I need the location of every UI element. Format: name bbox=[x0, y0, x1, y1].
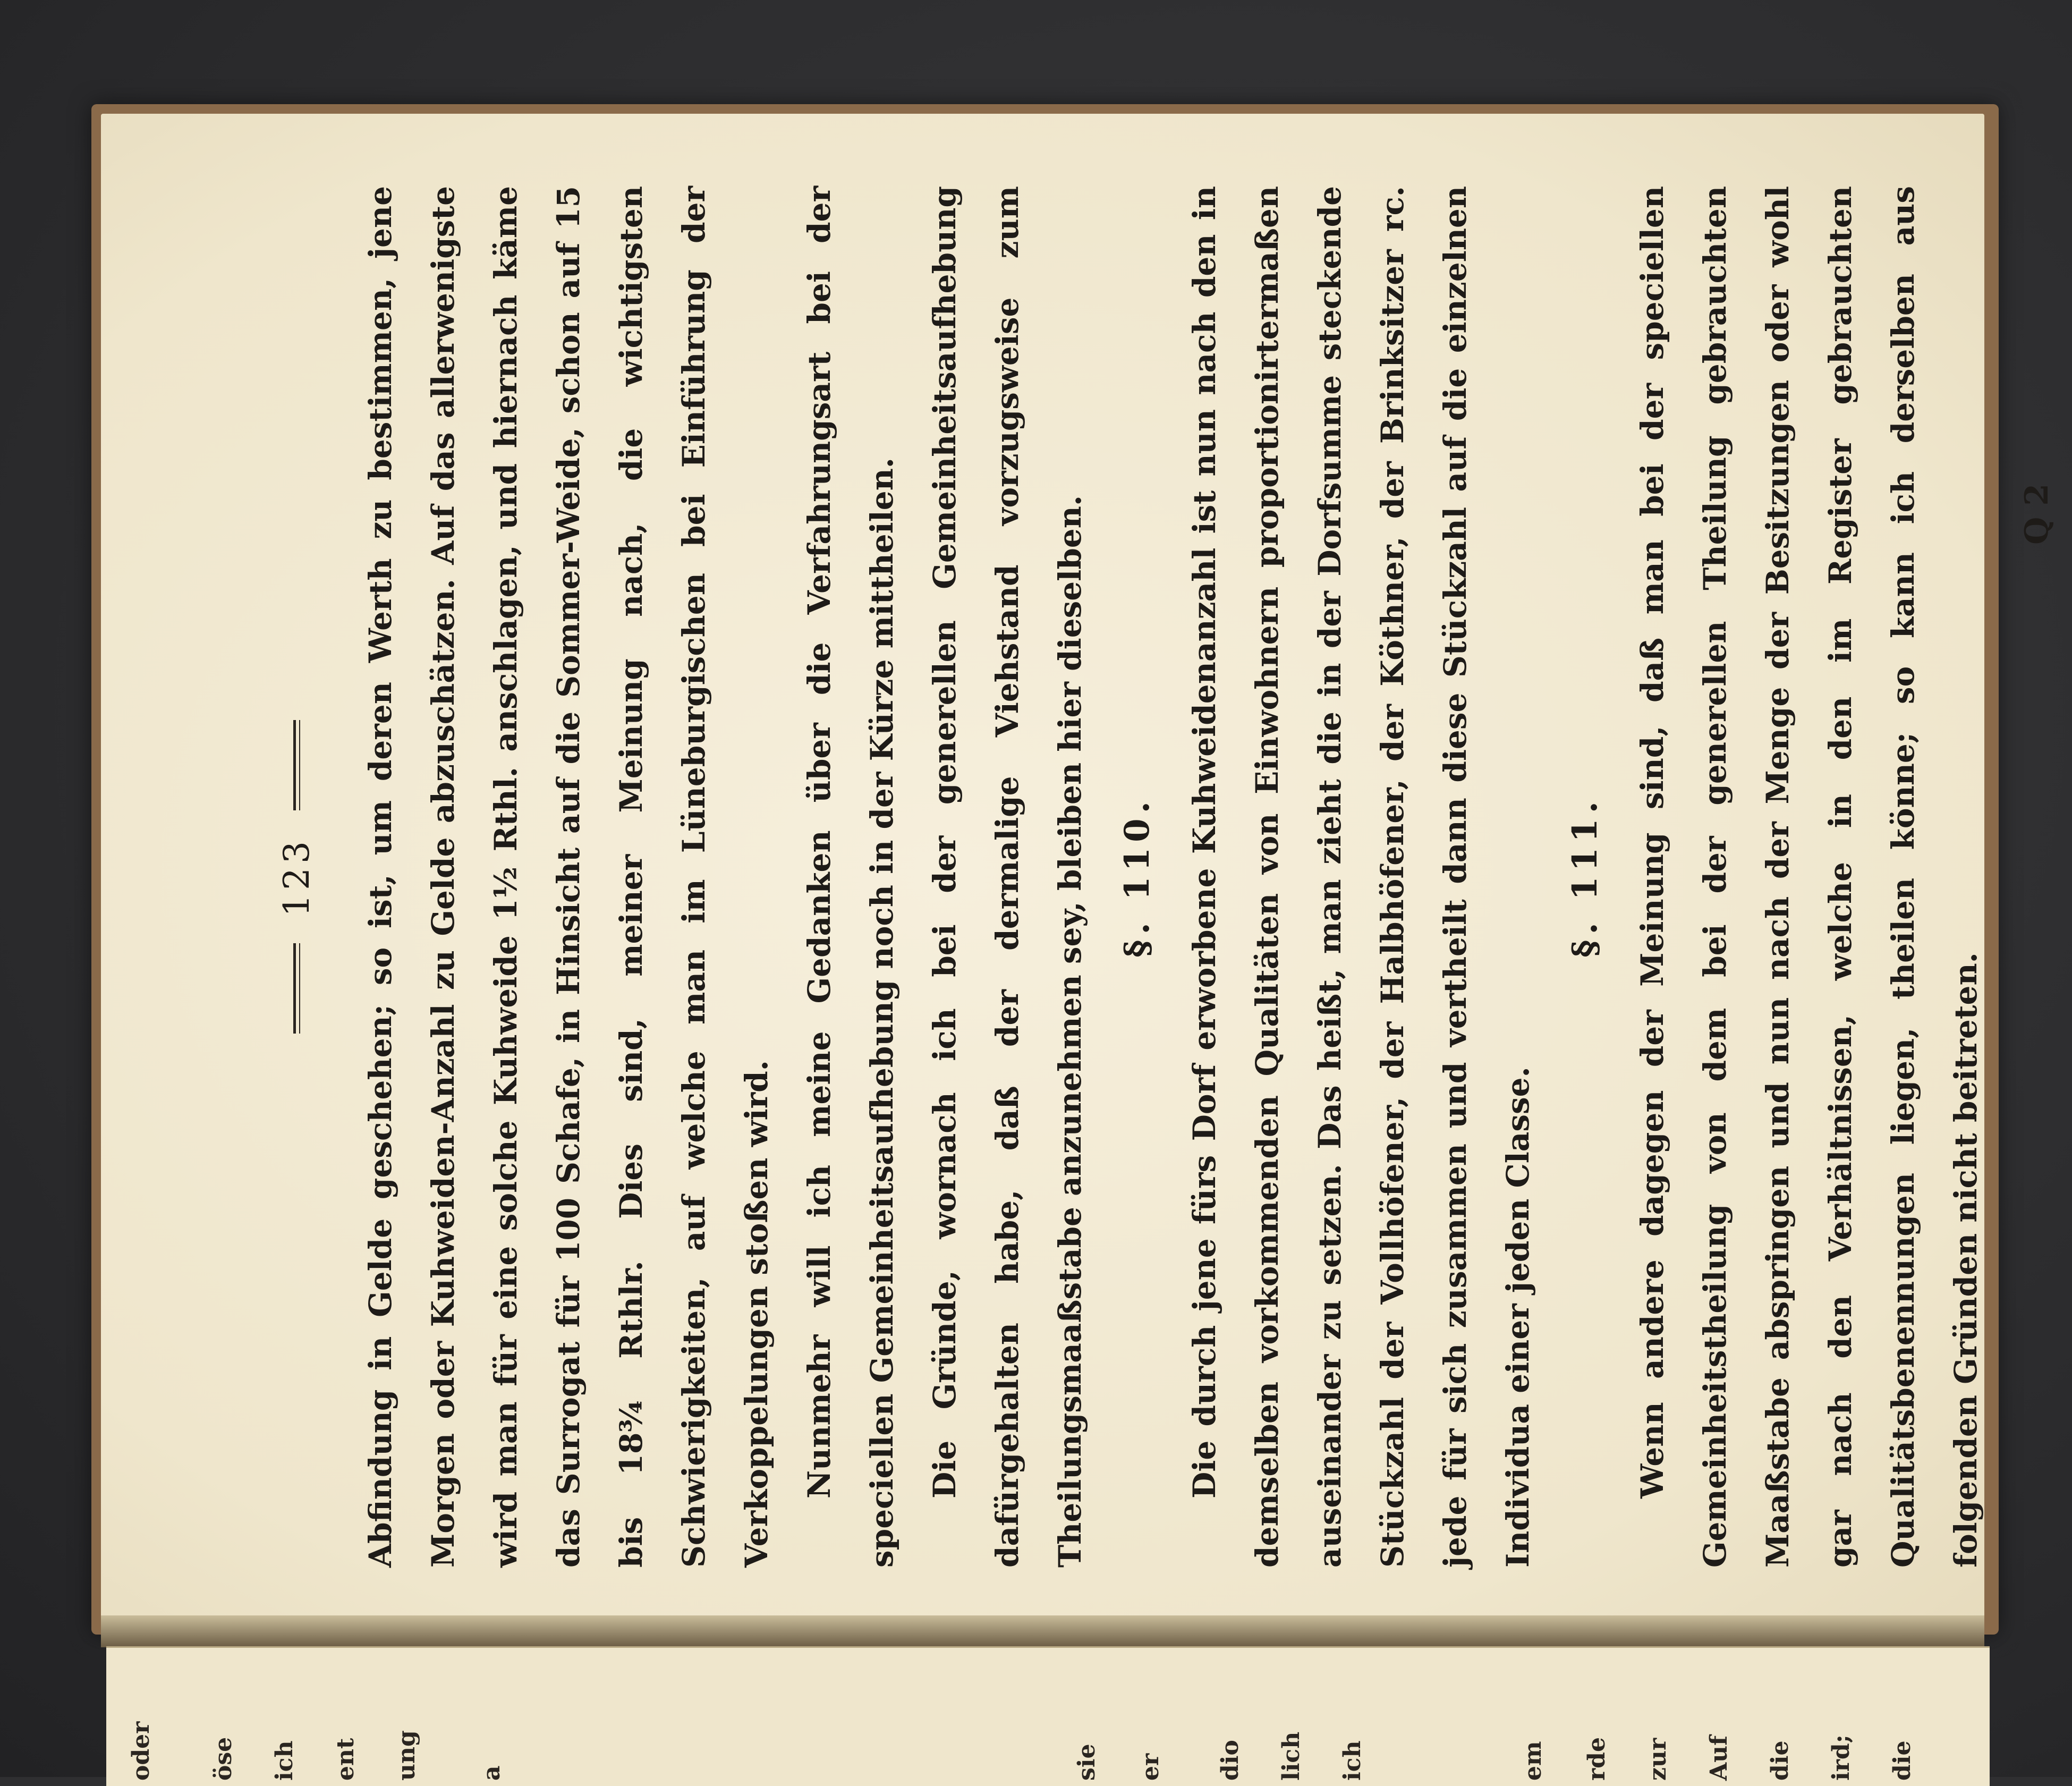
header-rule-right bbox=[293, 720, 300, 810]
facing-fragment: ich bbox=[1339, 1740, 1366, 1781]
facing-fragment: die bbox=[1767, 1740, 1794, 1781]
facing-fragment: ird; bbox=[1828, 1734, 1855, 1781]
facing-fragment: Auf bbox=[1705, 1735, 1733, 1781]
facing-fragment: ent bbox=[332, 1738, 359, 1781]
header-rule-left bbox=[293, 943, 300, 1034]
paragraph-3: Die Gründe, wornach ich bei der generellen Gemeinheitsaufhebung dafürgehalten habe, daß der dermalige Viehstand vorzugsweise zum Theilungsmaaßstabe anzunehmen sey, bleiben hier dieselben. bbox=[927, 186, 1088, 1568]
facing-fragment: dio bbox=[1217, 1740, 1244, 1781]
page-gutter-shadow bbox=[101, 1615, 1984, 1647]
paragraph-2: Nunmehr will ich meine Gedanken über die Verfahrungsart bei der speciellen Gemeinheitsaufhebung noch in der Kürze mittheilen. bbox=[801, 186, 900, 1568]
section-111-text: Wenn andere dagegen der Meinung sind, daß man bei der speciellen Gemeinheitstheilung von dem bei der generellen Theilung gebrauchten Maaßstabe abspringen und nun nach der Menge der Besitzungen oder wohl gar nach den Verhältnissen, welche in den im Register gebrauchten Qualitätsbenennungen liegen, theilen könne; so kann ich derselben aus folgenden Gründen nicht beitreten. bbox=[1634, 186, 1984, 1568]
facing-fragment: oder bbox=[128, 1721, 155, 1781]
facing-fragment: a bbox=[478, 1765, 505, 1781]
section-heading-111: §. 111. bbox=[1565, 796, 1605, 958]
facing-fragment: lich bbox=[1278, 1731, 1305, 1781]
facing-fragment: zur bbox=[1644, 1738, 1671, 1781]
section-heading-110: §. 110. bbox=[1117, 796, 1157, 958]
facing-fragment: ung bbox=[393, 1730, 420, 1781]
facing-fragment: öse bbox=[210, 1737, 237, 1781]
facing-fragment: em bbox=[1519, 1741, 1547, 1781]
section-110-text: Die durch jene fürs Dorf erworbene Kuhweidenanzahl ist nun nach den in demselben vorkommenden Qualitäten von Einwohnern proportionirtermaßen auseinander zu setzen. Das heißt, man zieht die in der Dorfsumme steckende Stückzahl der Vollhöfener, der Halbhöfener, der Köthner, der Brinksitzer rc. jede für sich zusammen und vertheilt dann diese Stückzahl auf die einzelnen Individua einer jeden Classe. bbox=[1186, 186, 1536, 1568]
facing-fragment: die bbox=[1889, 1740, 1916, 1781]
facing-fragment: rde bbox=[1583, 1737, 1610, 1781]
facing-page-edge bbox=[106, 1646, 1990, 1786]
facing-fragment: sie bbox=[1073, 1743, 1100, 1781]
page-number: 123 bbox=[276, 837, 317, 917]
facing-fragment: er bbox=[1137, 1753, 1164, 1781]
facing-fragment: ich bbox=[271, 1740, 298, 1781]
signature-mark: Q 2 bbox=[2018, 484, 2056, 545]
page-header bbox=[276, 186, 317, 1568]
page-text-block bbox=[276, 186, 2056, 1568]
paragraph-1: Abfindung in Gelde geschehen; so ist, um deren Werth zu bestimmen, jene Morgen oder Kuhweiden-Anzahl zu Gelde abzuschätzen. Auf das allerwenigste wird man für eine solche Kuhweide 1½ Rthl. anschlagen, und hiernach käme das Surrogat für 100 Schafe, in Hinsicht auf die Sommer-Weide, schon auf 15 bis 18¾ Rthlr. Dies sind, meiner Meinung nach, die wichtigsten Schwierigkeiten, auf welche man im Lüneburgischen bei Einführung der Verkoppelungen stoßen wird. bbox=[362, 186, 775, 1568]
